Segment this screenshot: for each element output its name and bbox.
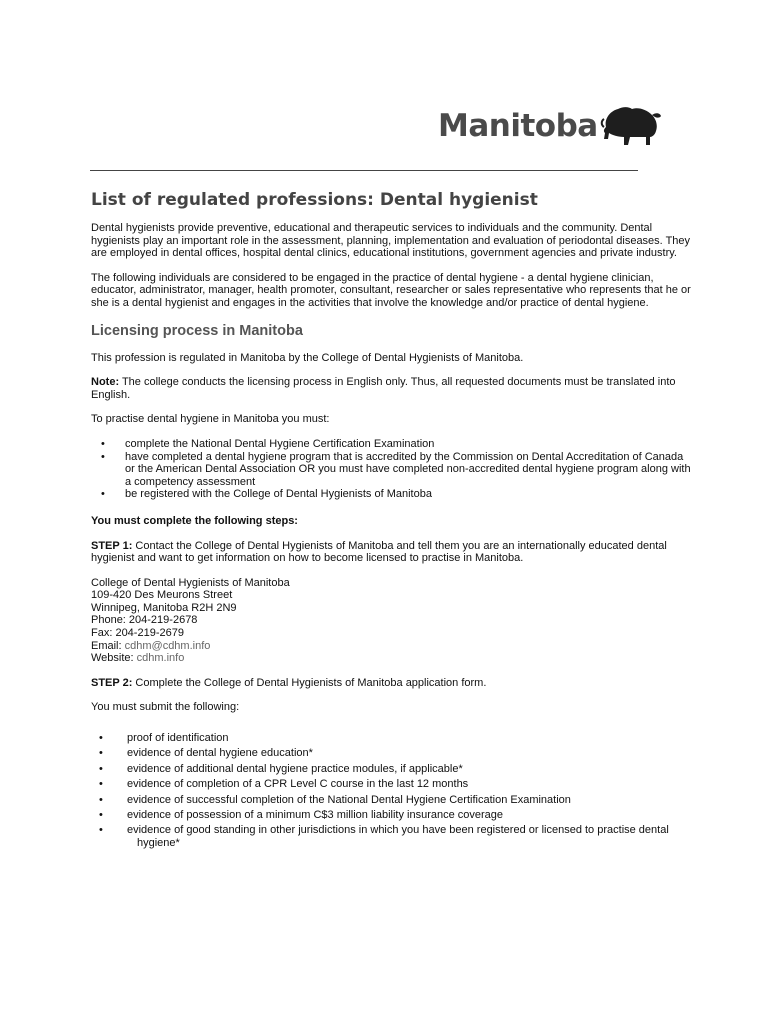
submit-intro: You must submit the following: [91, 701, 240, 714]
step-2 [91, 677, 691, 690]
document-body [91, 188, 691, 864]
step-1-text: Contact the College of Dental Hygienists of Manitoba and tell them you are an internationally educated dental hygienist and want to get information on how to become licensed to practise in Manitoba. [91, 539, 667, 565]
requirements-list [91, 438, 691, 501]
contact-phone: Phone: 204-219-2678 [91, 614, 198, 627]
website-label: Website: [91, 652, 137, 665]
website-link[interactable]: cdhm.info [136, 652, 185, 665]
note-paragraph [91, 376, 691, 401]
contact-email-line [91, 640, 691, 653]
header-rule [90, 170, 638, 171]
step-2-text: Complete the College of Dental Hygienists of Manitoba application form. [132, 676, 487, 689]
list-item [91, 824, 691, 849]
list-item: • evidence of successful completion of the National Dental Hygiene Certification Examination [91, 794, 691, 807]
manitoba-logo [438, 100, 662, 152]
steps-heading: You must complete the following steps: [91, 514, 298, 527]
must-intro: To practise dental hygiene in Manitoba you must: [91, 413, 330, 426]
contact-name: College of Dental Hygienists of Manitoba [91, 576, 290, 589]
list-item: • evidence of completion of a CPR Level C course in the last 12 months [91, 778, 691, 791]
section-title: Licensing process in Manitoba [91, 322, 303, 339]
email-label: Email: [91, 639, 125, 652]
page-title: List of regulated professions: Dental hygienist [91, 190, 538, 210]
list-item: • proof of identification [91, 732, 691, 745]
email-link[interactable]: cdhm@cdhm.info [124, 639, 211, 652]
bison-icon [600, 103, 662, 149]
contact-street: 109-420 Des Meurons Street [91, 589, 233, 602]
list-item: • be registered with the College of Dental Hygienists of Manitoba [91, 488, 691, 501]
note-label: Note: [91, 376, 120, 389]
list-item: • evidence of dental hygiene education* [91, 747, 691, 760]
list-item: • evidence of additional dental hygiene practice modules, if applicable* [91, 763, 691, 776]
intro-paragraph-1: Dental hygienists provide preventive, educational and therapeutic services to individuals and the community. Dental hygienists play an important role in the assessment, planning, implementation and evaluation of periodontal diseases. They are employed in dental offices, hospital dental clinics, educational institutions, government agencies and private industry. [91, 222, 691, 260]
contact-fax: Fax: 204-219-2679 [91, 627, 184, 640]
contact-block [91, 577, 691, 665]
list-item: • evidence of possession of a minimum C$3 million liability insurance coverage [91, 809, 691, 822]
contact-website-line [91, 652, 691, 665]
step-1 [91, 540, 691, 565]
step-1-label: STEP 1: [91, 539, 133, 552]
regulated-text: This profession is regulated in Manitoba by the College of Dental Hygienists of Manitoba. [91, 351, 524, 364]
last-item-line-2: hygiene* [137, 836, 180, 849]
logo-wordmark: Manitoba [438, 108, 598, 144]
last-item-line-1: • evidence of good standing in other jurisdictions in which you have been registered or licensed to practise dental [127, 824, 669, 837]
note-text: The college conducts the licensing process in English only. Thus, all requested documents must be translated into English. [91, 376, 676, 401]
submit-list [91, 732, 691, 850]
list-item: • have completed a dental hygiene program that is accredited by the Commission on Dental Accreditation of Canada or the American Dental Association OR you must have completed non-accredited dental hygiene program along with a competency assessment [91, 451, 691, 489]
contact-city: Winnipeg, Manitoba R2H 2N9 [91, 601, 237, 614]
intro-paragraph-2: The following individuals are considered to be engaged in the practice of dental hygiene - a dental hygiene clinician, educator, administrator, manager, health promoter, consultant, researcher or sales representative who represents that he or she is a dental hygienist and engages in the activities that involve the knowledge and/or practice of dental hygiene. [91, 271, 691, 309]
list-item: • complete the National Dental Hygiene Certification Examination [91, 438, 691, 451]
step-2-label: STEP 2: [91, 676, 133, 689]
